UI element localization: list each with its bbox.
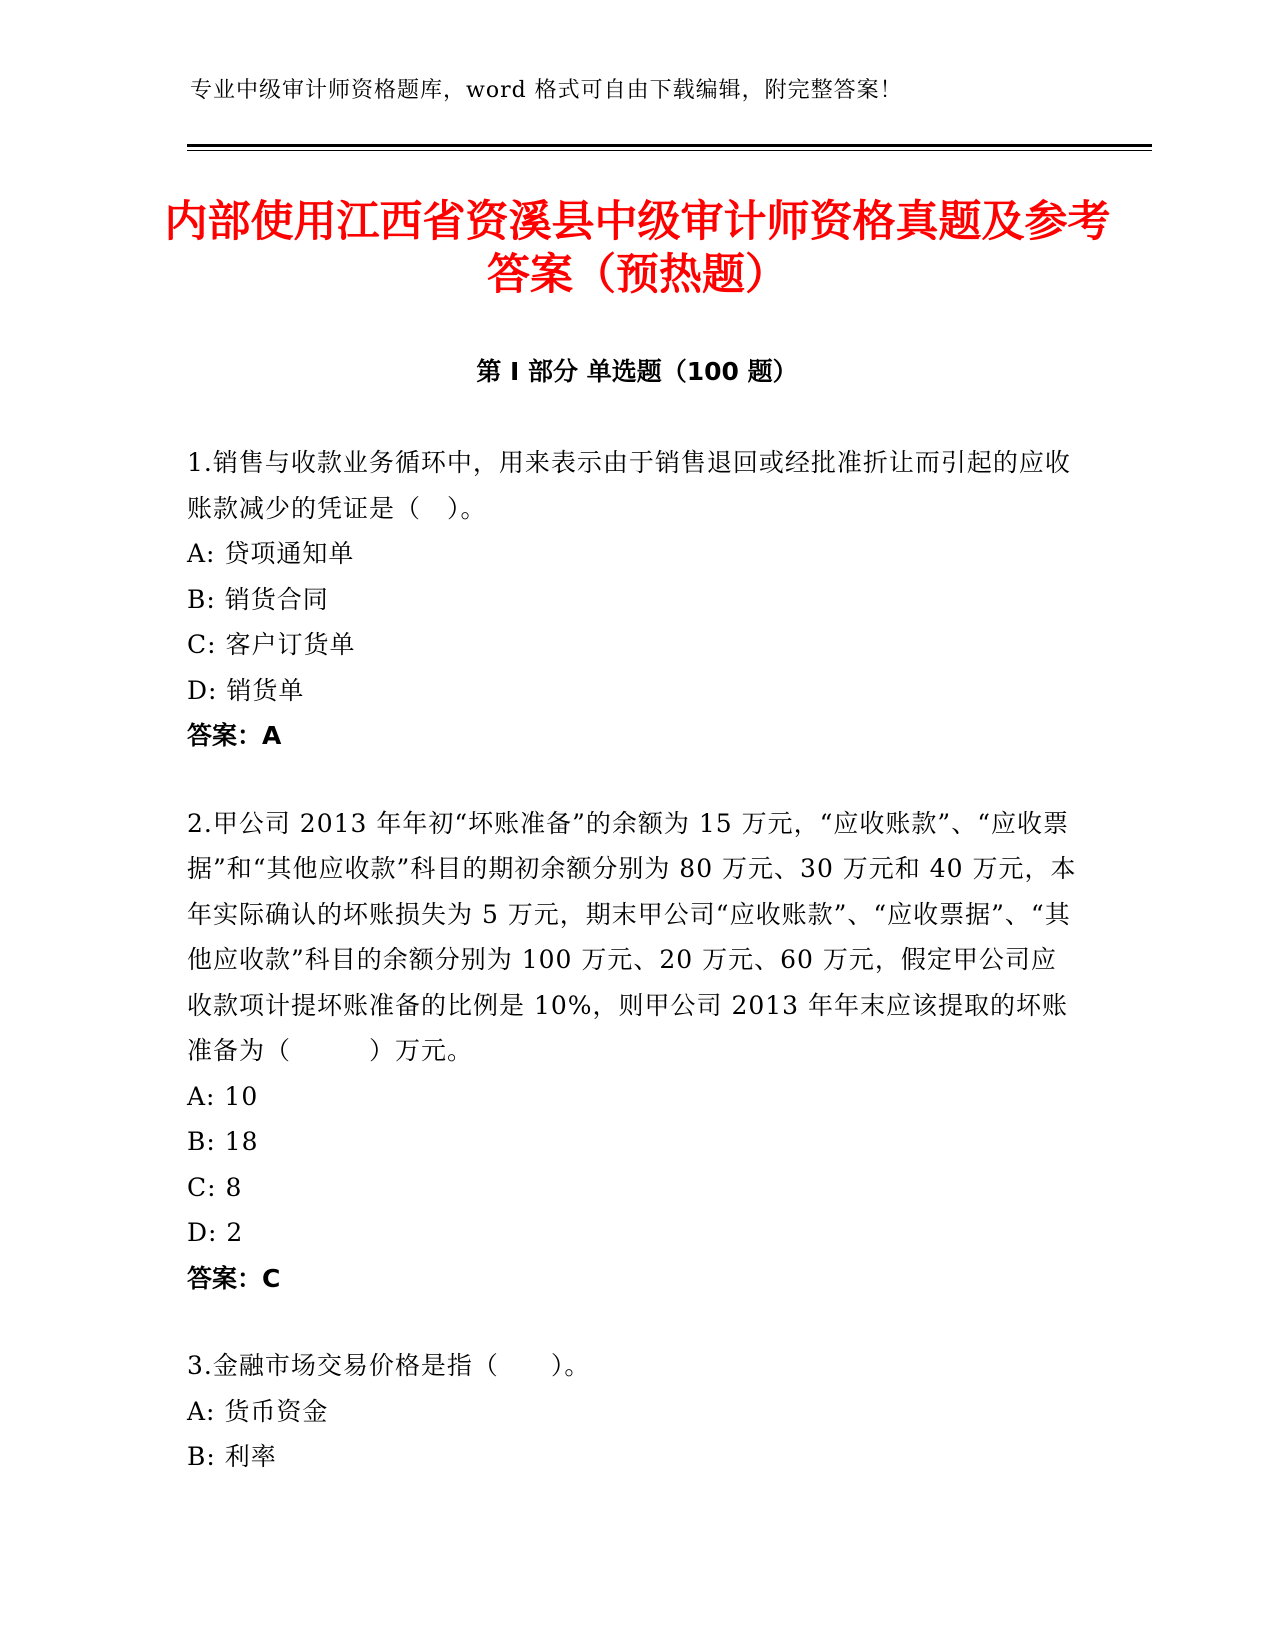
question-1: [187, 440, 1077, 759]
header-rule-thick: [187, 144, 1152, 147]
answer-label: 答案：C: [187, 1263, 281, 1293]
question-list: [187, 440, 1077, 1522]
option-a: A: 贷项通知单: [187, 539, 355, 568]
option-c: C: 客户订货单: [187, 630, 356, 659]
question-text: 3.金融市场交易价格是指（ ）。: [187, 1351, 591, 1380]
answer-label: 答案：A: [187, 721, 282, 750]
section-heading: 第 I 部分 单选题（100 题）: [476, 357, 798, 386]
question-3: [187, 1343, 1077, 1480]
option-b: B: 销货合同: [187, 584, 329, 614]
option-a: A: 10: [187, 1081, 259, 1111]
option-d: D: 销货单: [187, 675, 305, 705]
question-text: 1.销售与收款业务循环中，用来表示由于销售退回或经批准折让而引起的应收账款减少的凭证是（ ）。: [187, 448, 1071, 523]
question-text: 2.甲公司 2013 年年初“坏账准备”的余额为 15 万元，“应收账款”、“应收票据”和“其他应收款”科目的期初余额分别为 80 万元、30 万元和 40 万元，本年实际确认的坏账损失为 5 万元，期末甲公司“应收账款”、“应收票据”、“其他应收款”科目的余额分别为 100 万元、20 万元、60 万元，假定甲公司应收款项计提坏账准备的比例是 10%，则甲公司 2013 年年末应该提取的坏账准备为（ ）万元。: [187, 808, 1077, 1065]
header-note: 专业中级审计师资格题库，word 格式可自由下载编辑，附完整答案！: [190, 78, 903, 103]
option-b: B: 利率: [187, 1442, 277, 1471]
question-2: [187, 801, 1077, 1302]
option-c: C: 8: [187, 1172, 243, 1202]
document-title: 内部使用江西省资溪县中级审计师资格真题及参考答案（预热题）: [164, 197, 1111, 300]
option-a: A: 货币资金: [187, 1396, 329, 1426]
option-d: D: 2: [187, 1218, 244, 1247]
option-b: B: 18: [187, 1127, 259, 1156]
header-rule-thin: [187, 150, 1152, 151]
